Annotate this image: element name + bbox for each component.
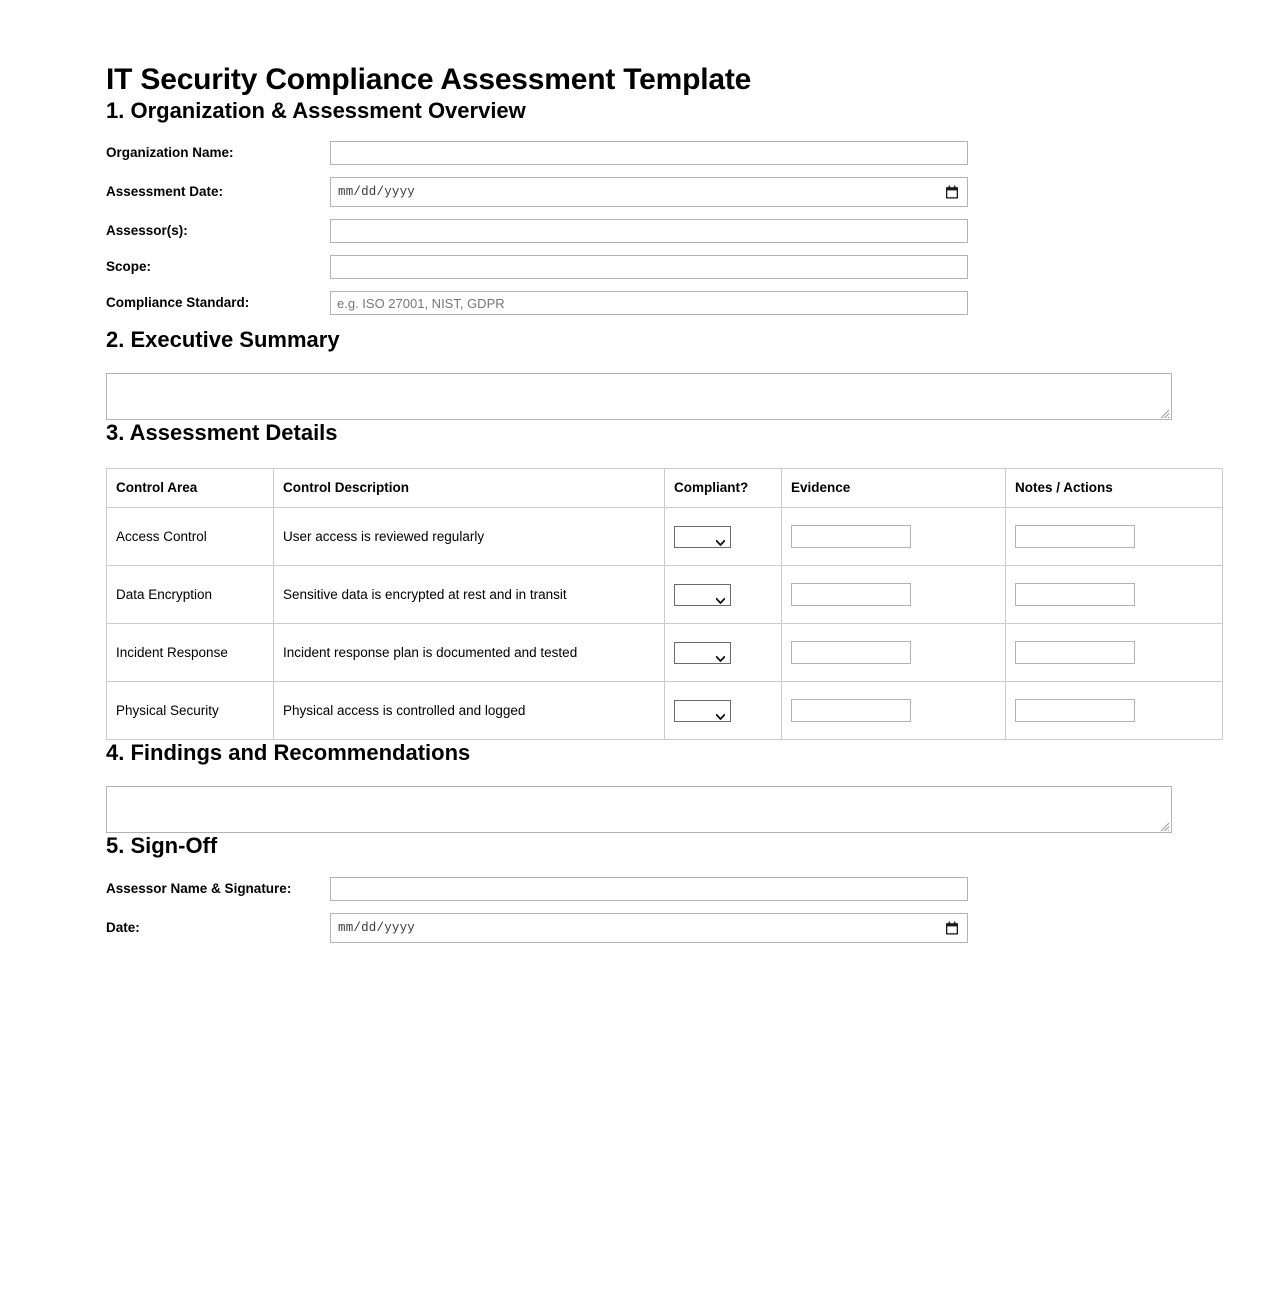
label-assessors: Assessor(s):	[106, 223, 188, 238]
page-title: IT Security Compliance Assessment Template	[106, 63, 752, 96]
label-signoff-date: Date:	[106, 920, 140, 935]
executive-summary-textarea[interactable]	[106, 373, 1172, 420]
table-head	[107, 469, 1223, 508]
findings-recommendations-textarea[interactable]	[106, 786, 1172, 833]
section-heading-assessment-details: 3. Assessment Details	[106, 420, 338, 445]
resize-grip-icon[interactable]	[1158, 819, 1170, 831]
signoff-date-placeholder: mm/dd/yyyy	[338, 921, 416, 935]
compliant-select-shell	[674, 584, 731, 606]
compliance-standard-input[interactable]	[330, 291, 968, 315]
column-header-control-area: Control Area	[107, 469, 274, 508]
field-row-scope	[106, 255, 1278, 279]
cell-control-description: Physical access is controlled and logged	[274, 682, 665, 740]
compliant-select-shell	[674, 700, 731, 722]
table-row	[107, 624, 1223, 682]
assessment-date-placeholder: mm/dd/yyyy	[338, 185, 416, 199]
section-heading-findings-recommendations: 4. Findings and Recommendations	[106, 740, 471, 765]
table-row	[107, 682, 1223, 740]
evidence-input[interactable]	[791, 583, 911, 606]
calendar-icon[interactable]	[946, 922, 958, 935]
cell-compliant	[665, 566, 782, 624]
signoff-date-input[interactable]	[330, 913, 968, 943]
cell-evidence	[782, 566, 1006, 624]
cell-control-area: Data Encryption	[107, 566, 274, 624]
cell-evidence	[782, 624, 1006, 682]
field-row-assessor-signature	[106, 877, 1278, 901]
resize-grip-icon[interactable]	[1158, 406, 1170, 418]
organization-overview-fields	[106, 141, 1278, 315]
compliant-select[interactable]	[674, 584, 731, 606]
compliant-select[interactable]	[674, 642, 731, 664]
column-header-notes-actions: Notes / Actions	[1006, 469, 1223, 508]
field-row-assessment-date	[106, 177, 1278, 207]
table-row	[107, 566, 1223, 624]
cell-control-area: Incident Response	[107, 624, 274, 682]
assessors-input[interactable]	[330, 219, 968, 243]
field-row-assessors	[106, 219, 1278, 243]
cell-control-description: User access is reviewed regularly	[274, 508, 665, 566]
section-heading-organization-overview: 1. Organization & Assessment Overview	[106, 98, 526, 123]
section-heading-executive-summary: 2. Executive Summary	[106, 327, 340, 352]
cell-notes	[1006, 508, 1223, 566]
cell-evidence	[782, 508, 1006, 566]
table-header-row	[107, 469, 1223, 508]
cell-compliant	[665, 682, 782, 740]
compliant-select-shell	[674, 526, 731, 548]
evidence-input[interactable]	[791, 699, 911, 722]
notes-input[interactable]	[1015, 699, 1135, 722]
assessment-details-table	[106, 468, 1223, 740]
label-organization-name: Organization Name:	[106, 145, 234, 160]
notes-input[interactable]	[1015, 641, 1135, 664]
cell-control-description: Sensitive data is encrypted at rest and in transit	[274, 566, 665, 624]
calendar-icon[interactable]	[946, 186, 958, 199]
cell-compliant	[665, 624, 782, 682]
field-row-organization-name	[106, 141, 1278, 165]
table-row	[107, 508, 1223, 566]
notes-input[interactable]	[1015, 583, 1135, 606]
cell-notes	[1006, 566, 1223, 624]
assessment-date-input[interactable]	[330, 177, 968, 207]
table-body	[107, 508, 1223, 740]
label-assessment-date: Assessment Date:	[106, 184, 224, 199]
field-row-signoff-date	[106, 913, 1278, 943]
evidence-input[interactable]	[791, 525, 911, 548]
cell-evidence	[782, 682, 1006, 740]
column-header-evidence: Evidence	[782, 469, 1006, 508]
notes-input[interactable]	[1015, 525, 1135, 548]
section-heading-sign-off: 5. Sign-Off	[106, 833, 218, 858]
findings-wrap	[106, 786, 1278, 833]
cell-control-area: Physical Security	[107, 682, 274, 740]
cell-notes	[1006, 624, 1223, 682]
organization-name-input[interactable]	[330, 141, 968, 165]
cell-notes	[1006, 682, 1223, 740]
cell-compliant	[665, 508, 782, 566]
scope-input[interactable]	[330, 255, 968, 279]
compliant-select-shell	[674, 642, 731, 664]
column-header-control-description: Control Description	[274, 469, 665, 508]
label-scope: Scope:	[106, 259, 152, 274]
sign-off-fields	[106, 877, 1278, 943]
column-header-compliant: Compliant?	[665, 469, 782, 508]
label-compliance-standard: Compliance Standard:	[106, 295, 250, 310]
compliant-select[interactable]	[674, 526, 731, 548]
assessor-signature-input[interactable]	[330, 877, 968, 901]
label-assessor-signature: Assessor Name & Signature:	[106, 881, 292, 896]
evidence-input[interactable]	[791, 641, 911, 664]
field-row-compliance-standard	[106, 291, 1278, 315]
cell-control-area: Access Control	[107, 508, 274, 566]
executive-summary-wrap	[106, 373, 1278, 420]
cell-control-description: Incident response plan is documented and tested	[274, 624, 665, 682]
compliant-select[interactable]	[674, 700, 731, 722]
